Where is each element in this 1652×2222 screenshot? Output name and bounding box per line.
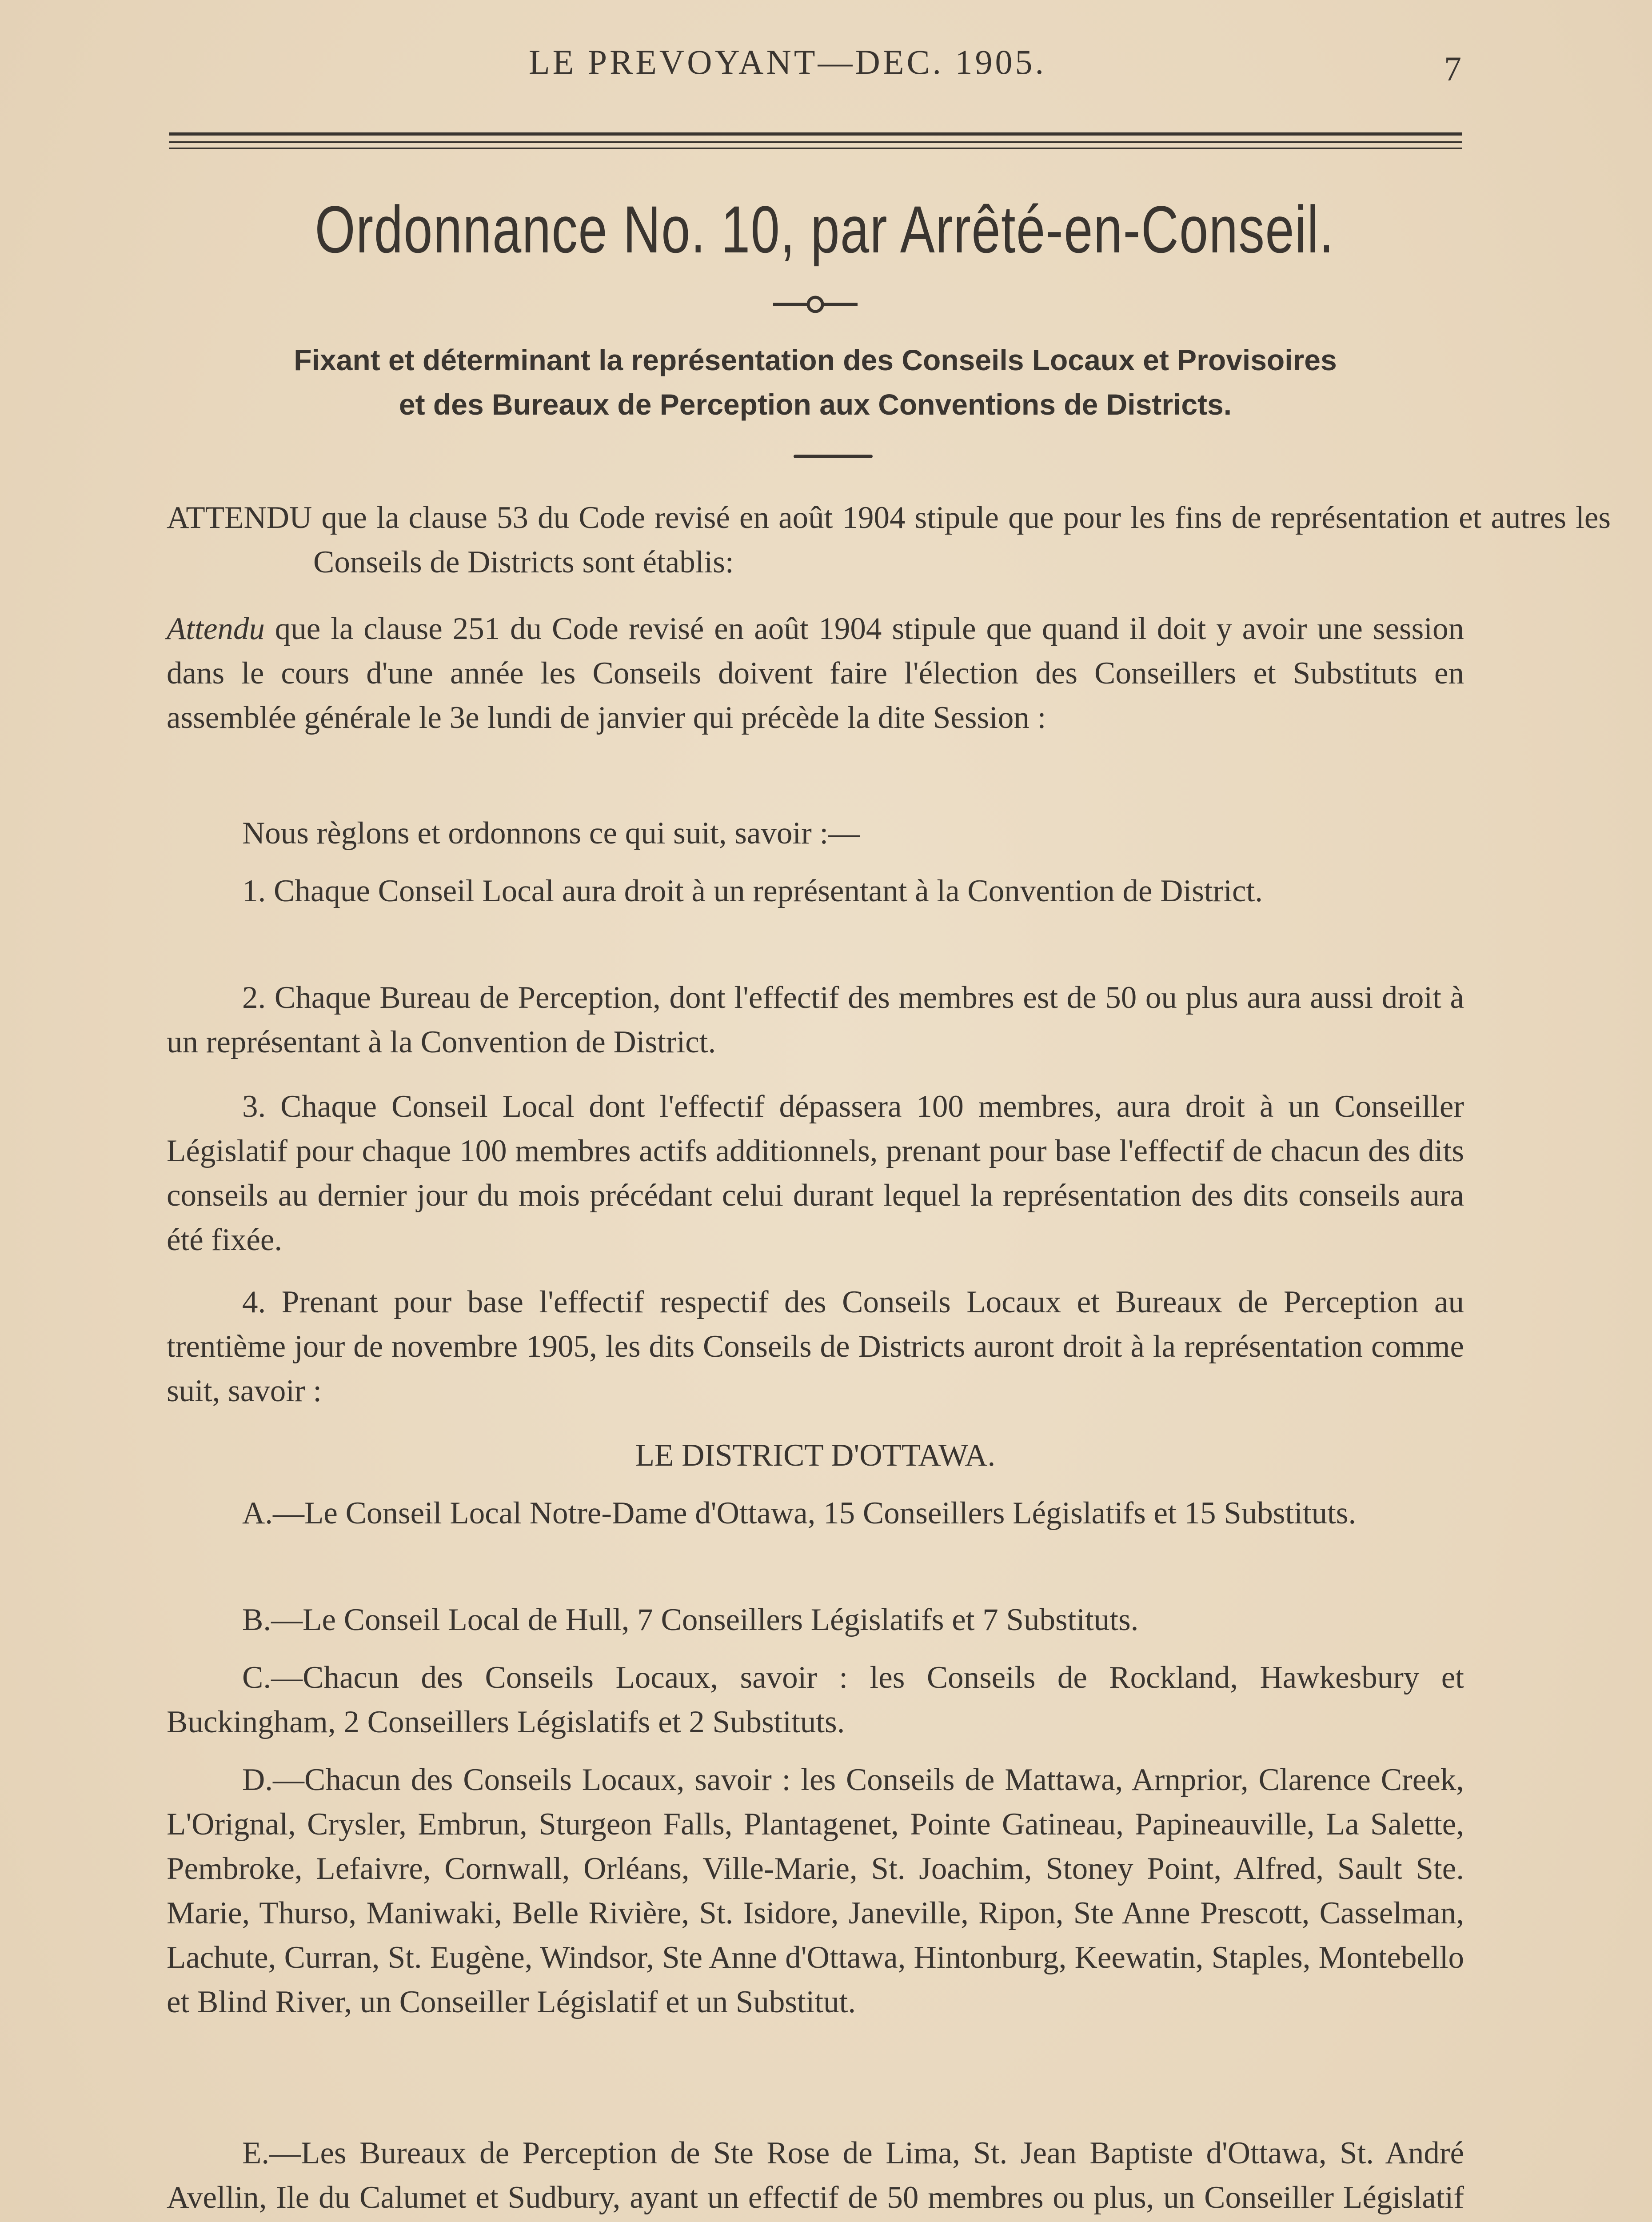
article: 1. Chaque Conseil Local aura droit à un représentant à la Convention de District. [242,874,1263,908]
district-item: D.—Chacun des Conseils Locaux, savoir : les Conseils de Mattawa, Arnprior, Clarence Creek, L'Orignal, Crysler, Embrun, Sturgeon Falls, Plantagenet, Pointe Gatineau, Papineauville, La Salette, Pembroke, Lefaivre, Cornwall, Orléans, Ville-Marie, St. Joachim, Stoney Point, Alfred, Sault Ste. Marie, Thurso, Maniwaki, Belle Rivière, St. Isidore, Janeville, Ripon, Ste Anne Prescott, Casselman, Lachute, Curran, St. Eugène, Windsor, Ste Anne d'Ottawa, Hintonburg, Keewatin, Staples, Montebello et Blind River, un Conseiller Législatif et un Substitut. [167,1762,1464,2019]
district-heading: LE DISTRICT D'OTTAWA. [635,1438,996,1473]
header-rule [169,148,1462,149]
running-head: LE PREVOYANT—DEC. 1905. [529,43,1046,81]
article: 3. Chaque Conseil Local dont l'effectif dépassera 100 membres, aura droit à un Conseiller Législatif pour chaque 100 membres actifs additionnels, prenant pour base l'effectif de chacun des dits conseils au dernier jour du mois précédant celui durant lequel la représentation des dits conseils aura été fixée. [167,1089,1464,1257]
ordinance-subtitle [169,338,1462,427]
preamble-paragraph [167,607,1464,740]
preamble-paragraph [167,496,1611,584]
preamble-text: que la clause 251 du Code revisé en août 1904 stipule que quand il doit y avoir une session dans le cours d'une année les Conseils doivent faire l'élection des Conseillers et Substituts en assemblée générale le 3e lundi de janvier qui précède la dite Session : [167,611,1464,735]
ornament-icon [769,291,862,318]
district-item: C.—Chacun des Conseils Locaux, savoir : les Conseils de Rockland, Hawkesbury et Buckingham, 2 Conseillers Législatifs et 2 Substituts. [167,1660,1464,1739]
subtitle-line: et des Bureaux de Perception aux Conventions de Districts. [399,388,1232,421]
article: 4. Prenant pour base l'effectif respectif des Conseils Locaux et Bureaux de Perception au trentième jour de novembre 1905, les dits Conseils de Districts auront droit à la représentation comme suit, savoir : [167,1285,1464,1408]
preamble-lead: ATTENDU [167,500,312,535]
intro-line: Nous règlons et ordonnons ce qui suit, savoir :— [242,816,860,851]
preamble-text: que la clause 53 du Code revisé en août 1904 stipule que pour les fins de représentation et autres les Conseils de Districts sont établis: [312,500,1611,579]
district-item: B.—Le Conseil Local de Hull, 7 Conseillers Législatifs et 7 Substituts. [242,1603,1139,1637]
district-item: A.—Le Conseil Local Notre-Dame d'Ottawa, 15 Conseillers Législatifs et 15 Substituts. [242,1496,1357,1531]
dash-ornament-icon [793,451,873,462]
preamble-lead: Attendu [167,611,265,646]
subtitle-line: Fixant et déterminant la représentation des Conseils Locaux et Provisoires [294,344,1337,376]
header-rule [169,141,1462,143]
ordinance-title: Ordonnance No. 10, par Arrêté-en-Conseil. [315,192,1335,267]
page-number: 7 [1444,49,1461,88]
article: 2. Chaque Bureau de Perception, dont l'effectif des membres est de 50 ou plus aura aussi droit à un représentant à la Convention de District. [167,980,1464,1059]
district-item: E.—Les Bureaux de Perception de Ste Rose de Lima, St. Jean Baptiste d'Ottawa, St. André Avellin, Ile du Calumet et Sudbury, ayant un effectif de 50 membres ou plus, un Conseiller Législatif [167,2136,1464,2215]
header-rule [169,132,1462,136]
